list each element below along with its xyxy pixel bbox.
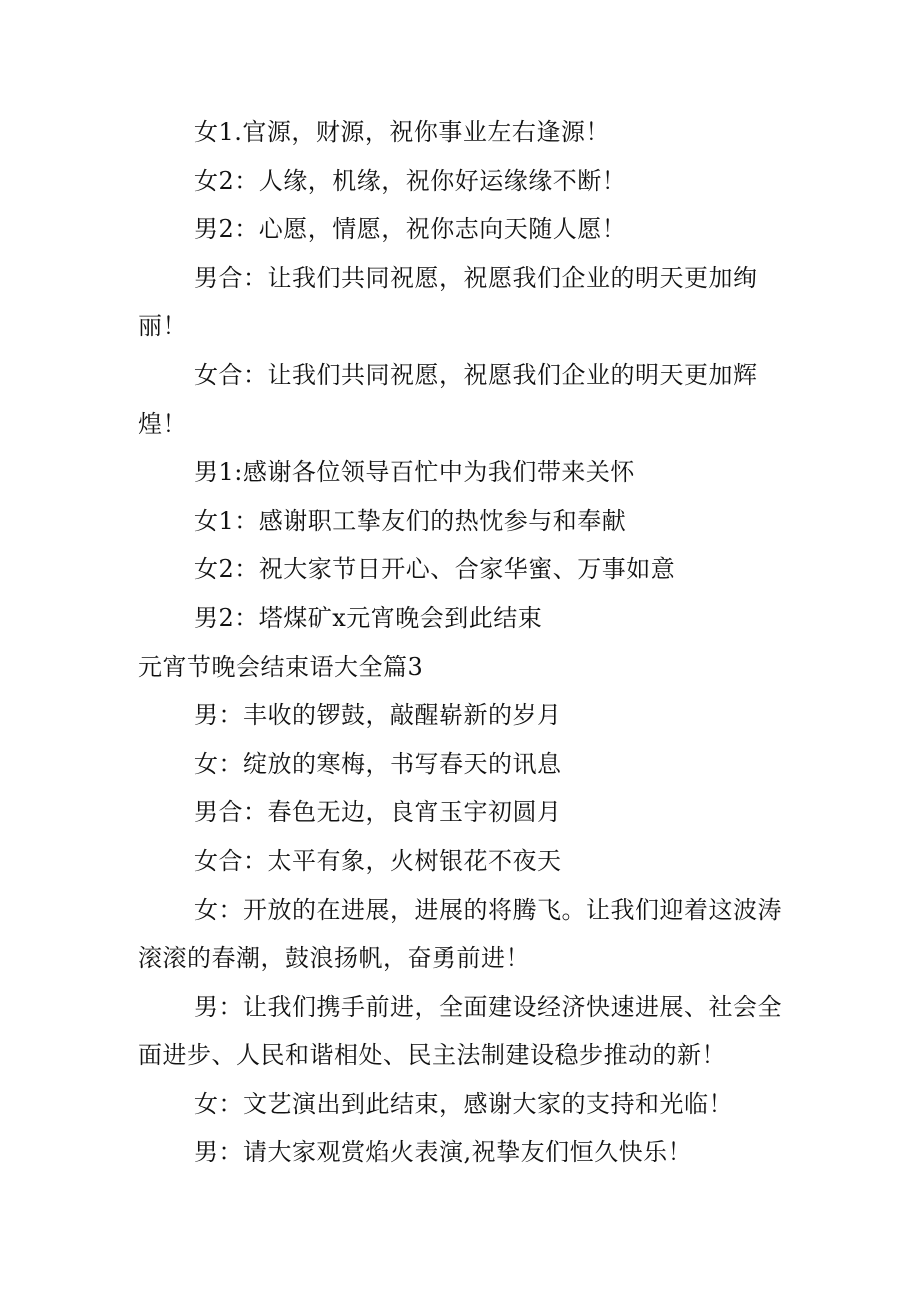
dialogue-line: 女1.官源，财源，祝你事业左右逢源！ <box>194 118 610 146</box>
dialogue-line: 男：丰收的锣鼓，敲醒崭新的岁月 <box>194 701 562 730</box>
dialogue-line: 女合：太平有象，火树银花不夜天 <box>194 846 562 875</box>
dialogue-line: 男：请大家观赏焰火表演,祝挚友们恒久快乐！ <box>194 1138 693 1167</box>
dialogue-line: 女1：感谢职工挚友们的热忱参与和奉献 <box>194 506 627 535</box>
section-heading: 元宵节晚会结束语大全篇3 <box>138 652 424 681</box>
document-body <box>138 108 788 1177</box>
dialogue-line: 女：绽放的寒梅，书写春天的讯息 <box>194 749 562 778</box>
dialogue-line: 女：文艺演出到此结束，感谢大家的支持和光临！ <box>194 1089 733 1118</box>
dialogue-line: 男：让我们携手前进，全面建设经济快速进展、社会全面进步、人民和谐相处、民主法制建设稳步推动的新！ <box>138 992 782 1070</box>
dialogue-line: 男合：让我们共同祝愿，祝愿我们企业的明天更加绚丽！ <box>138 263 758 341</box>
dialogue-line: 女2：人缘，机缘，祝你好运缘缘不断！ <box>194 166 627 195</box>
dialogue-line: 女：开放的在进展，进展的将腾飞。让我们迎着这波涛滚滚的春潮，鼓浪扬帆，奋勇前进！ <box>138 895 782 973</box>
dialogue-line: 男合：春色无边，良宵玉宇初圆月 <box>194 798 562 827</box>
dialogue-line: 男2：塔煤矿x元宵晚会到此结束 <box>194 603 543 632</box>
dialogue-line: 女合：让我们共同祝愿，祝愿我们企业的明天更加辉煌！ <box>138 360 758 438</box>
dialogue-line: 男2：心愿，情愿，祝你志向天随人愿！ <box>194 215 627 244</box>
dialogue-line: 女2：祝大家节日开心、合家华蜜、万事如意 <box>194 555 676 584</box>
dialogue-line: 男1:感谢各位领导百忙中为我们带来关怀 <box>194 458 635 487</box>
